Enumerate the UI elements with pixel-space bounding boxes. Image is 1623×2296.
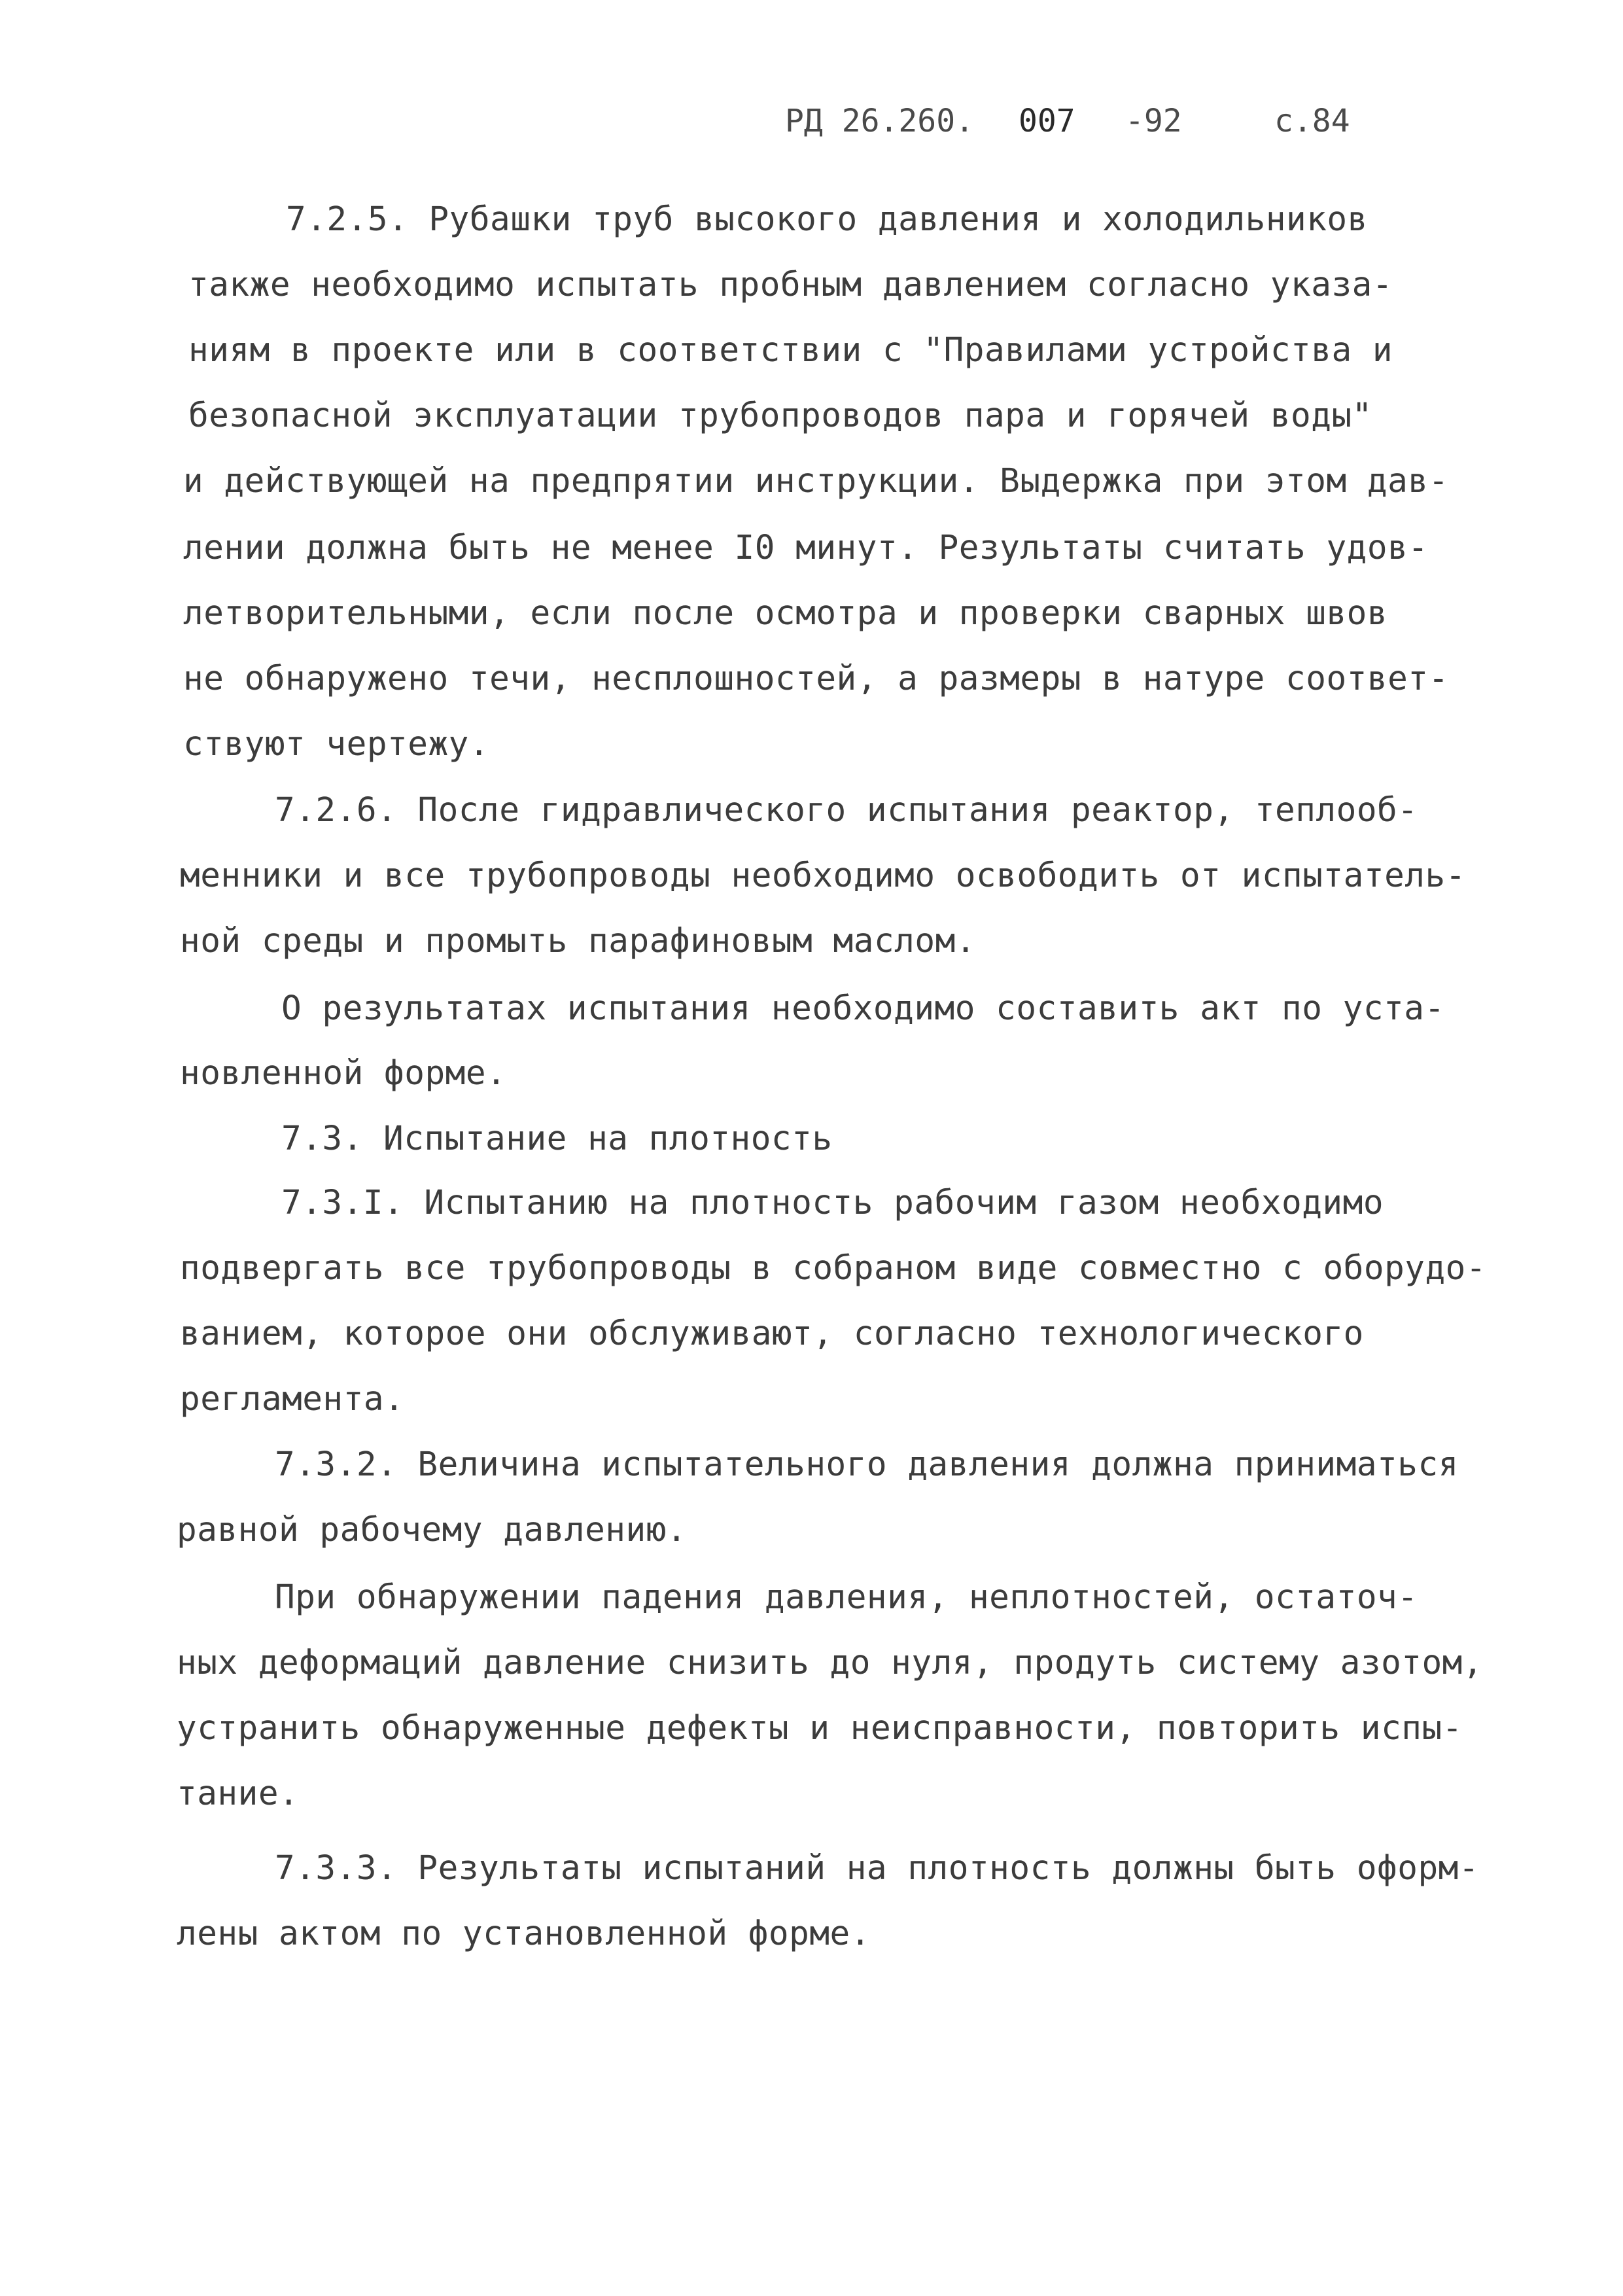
paragraph-7-3-2-line-1: 7.3.2. Величина испытательного давления должна приниматься bbox=[275, 1445, 1459, 1484]
paragraph-7-2-6-line-1: 7.2.6. После гидравлического испытания реактор, теплооб- bbox=[275, 791, 1418, 830]
paragraph-7-2-5-line-6: лении должна быть не менее I0 минут. Результаты считать удов- bbox=[183, 529, 1429, 567]
paragraph-7-3-3-line-2: лены актом по установленной форме. bbox=[177, 1915, 871, 1953]
paragraph-7-3-1-line-4: регламента. bbox=[180, 1380, 405, 1419]
paragraph-detection-line-4: тание. bbox=[177, 1775, 300, 1813]
paragraph-detection-line-3: устранить обнаруженные дефекты и неисправности, повторить испы- bbox=[177, 1709, 1463, 1748]
paragraph-results-line-1: О результатах испытания необходимо составить акт по уста- bbox=[281, 989, 1445, 1028]
paragraph-7-2-5-line-1: 7.2.5. Рубашки труб высокого давления и холодильников bbox=[286, 200, 1368, 239]
paragraph-7-2-5-line-9: ствуют чертежу. bbox=[183, 725, 490, 764]
paragraph-7-2-6-line-3: ной среды и промыть парафиновым маслом. bbox=[180, 922, 976, 961]
document-year: -92 bbox=[1125, 103, 1182, 139]
paragraph-detection-line-2: ных деформаций давление снизить до нуля, продуть систему азотом, bbox=[177, 1644, 1484, 1682]
section-heading-7-3: 7.3. Испытание на плотность bbox=[281, 1120, 833, 1158]
document-number: 007 bbox=[1019, 103, 1075, 139]
paragraph-7-2-5-line-2: также необходимо испытать пробным давлением согласно указа- bbox=[188, 266, 1393, 304]
paragraph-7-2-5-line-3: ниям в проекте или в соответствии с "Правилами устройства и bbox=[188, 331, 1393, 370]
paragraph-7-2-5-line-5: и действующей на предпрятии инструкции. Выдержка при этом дав- bbox=[183, 462, 1449, 501]
paragraph-detection-line-1: При обнаружении падения давления, неплотностей, остаточ- bbox=[275, 1578, 1418, 1617]
paragraph-7-3-1-line-2: подвергать все трубопроводы в собраном виде совместно с оборудо- bbox=[180, 1249, 1487, 1288]
paragraph-7-3-1-line-1: 7.3.I. Испытанию на плотность рабочим газом необходимо bbox=[281, 1184, 1384, 1222]
paragraph-7-3-1-line-3: ванием, которое они обслуживают, согласно технологического bbox=[180, 1315, 1364, 1353]
page-header bbox=[785, 98, 1374, 144]
paragraph-7-2-5-line-4: безопасной эксплуатации трубопроводов пара и горячей воды" bbox=[188, 397, 1372, 435]
page-number: с.84 bbox=[1274, 103, 1350, 139]
document-code: РД 26.260. bbox=[785, 103, 974, 139]
paragraph-7-2-6-line-2: менники и все трубопроводы необходимо освободить от испытатель- bbox=[180, 857, 1466, 895]
paragraph-results-line-2: новленной форме. bbox=[180, 1054, 507, 1093]
paragraph-7-3-2-line-2: равной рабочему давлению. bbox=[177, 1511, 688, 1549]
paragraph-7-2-5-line-8: не обнаружено течи, несплошностей, а размеры в натуре соответ- bbox=[183, 660, 1449, 698]
paragraph-7-2-5-line-7: летворительными, если после осмотра и проверки сварных швов bbox=[183, 594, 1388, 633]
paragraph-7-3-3-line-1: 7.3.3. Результаты испытаний на плотность должны быть оформ- bbox=[275, 1849, 1480, 1888]
